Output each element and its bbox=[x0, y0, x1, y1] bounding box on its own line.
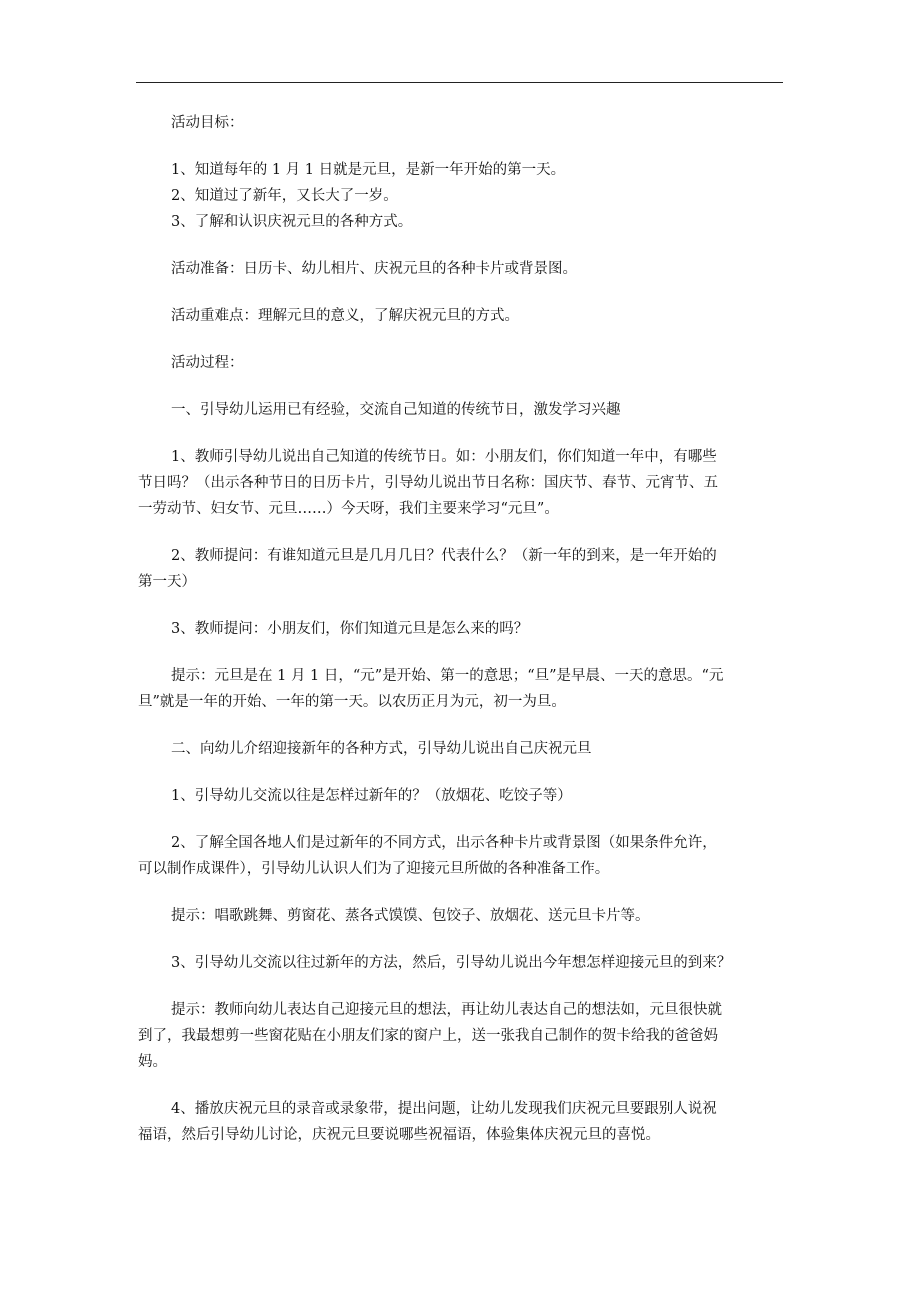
goal-item: 1、知道每年的 1 月 1 日就是元旦，是新一年开始的第一天。 bbox=[171, 162, 566, 178]
goal-item: 3、了解和认识庆祝元旦的各种方式。 bbox=[171, 214, 413, 230]
section2-step1: 1、引导幼儿交流以往是怎样过新年的？（放烟花、吃饺子等） bbox=[171, 788, 572, 804]
section1-step1-line: 1、教师引导幼儿说出自己知道的传统节日。如：小朋友们，你们知道一年中，有哪些 bbox=[171, 449, 717, 465]
section1-title: 一、引导幼儿运用已有经验，交流自己知道的传统节日，激发学习兴趣 bbox=[171, 402, 621, 418]
header-rule bbox=[136, 82, 783, 83]
section2-tip2-line: 到了，我最想剪一些窗花贴在小朋友们家的窗户上，送一张我自己制作的贺卡给我的爸爸妈 bbox=[138, 1028, 718, 1044]
process-heading: 活动过程： bbox=[171, 355, 244, 371]
section2-step3: 3、引导幼儿交流以往过新年的方法，然后，引导幼儿说出今年想怎样迎接元旦的到来？ bbox=[171, 955, 732, 971]
section1-tip-line: 旦”就是一年的开始、一年的第一天。以农历正月为元，初一为旦。 bbox=[138, 694, 566, 710]
section2-tip2-line: 妈。 bbox=[138, 1054, 167, 1070]
document-body bbox=[138, 110, 788, 1148]
section1-step3: 3、教师提问：小朋友们，你们知道元旦是怎么来的吗？ bbox=[171, 621, 529, 637]
section1-step1-line: 节日吗？（出示各种节日的日历卡片，引导幼儿说出节日名称：国庆节、春节、元宵节、五 bbox=[138, 475, 718, 491]
key-points-text: 活动重难点：理解元旦的意义，了解庆祝元旦的方式。 bbox=[171, 308, 519, 324]
section2-step2-line: 可以制作成课件），引导幼儿认识人们为了迎接元旦所做的各种准备工作。 bbox=[138, 861, 610, 877]
section2-title: 二、向幼儿介绍迎接新年的各种方式，引导幼儿说出自己庆祝元旦 bbox=[171, 741, 592, 757]
section2-step4-line: 福语，然后引导幼儿讨论，庆祝元旦要说哪些祝福语，体验集体庆祝元旦的喜悦。 bbox=[138, 1127, 660, 1143]
section2-tip1: 提示：唱歌跳舞、剪窗花、蒸各式馍馍、包饺子、放烟花、送元旦卡片等。 bbox=[171, 908, 650, 924]
section1-step2-line: 第一天） bbox=[138, 574, 196, 590]
preparation-text: 活动准备：日历卡、幼儿相片、庆祝元旦的各种卡片或背景图。 bbox=[171, 261, 577, 277]
section2-step2-line: 2、了解全国各地人们是过新年的不同方式，出示各种卡片或背景图（如果条件允许， bbox=[171, 835, 717, 851]
section1-tip-line: 提示：元旦是在 1 月 1 日，“元”是开始、第一的意思；“旦”是早晨、一天的意思。“元 bbox=[171, 668, 724, 684]
section2-step4-line: 4、播放庆祝元旦的录音或录象带，提出问题，让幼儿发现我们庆祝元旦要跟别人说祝 bbox=[171, 1101, 717, 1117]
section2-tip2-line: 提示：教师向幼儿表达自己迎接元旦的想法，再让幼儿表达自己的想法如，元旦很快就 bbox=[171, 1002, 722, 1018]
section1-step2-line: 2、教师提问：有谁知道元旦是几月几日？代表什么？（新一年的到来，是一年开始的 bbox=[171, 548, 717, 564]
goals-heading: 活动目标： bbox=[171, 115, 244, 131]
goal-item: 2、知道过了新年，又长大了一岁。 bbox=[171, 188, 398, 204]
section1-step1-line: 一劳动节、妇女节、元旦……）今天呀，我们主要来学习“元旦”。 bbox=[138, 501, 559, 517]
